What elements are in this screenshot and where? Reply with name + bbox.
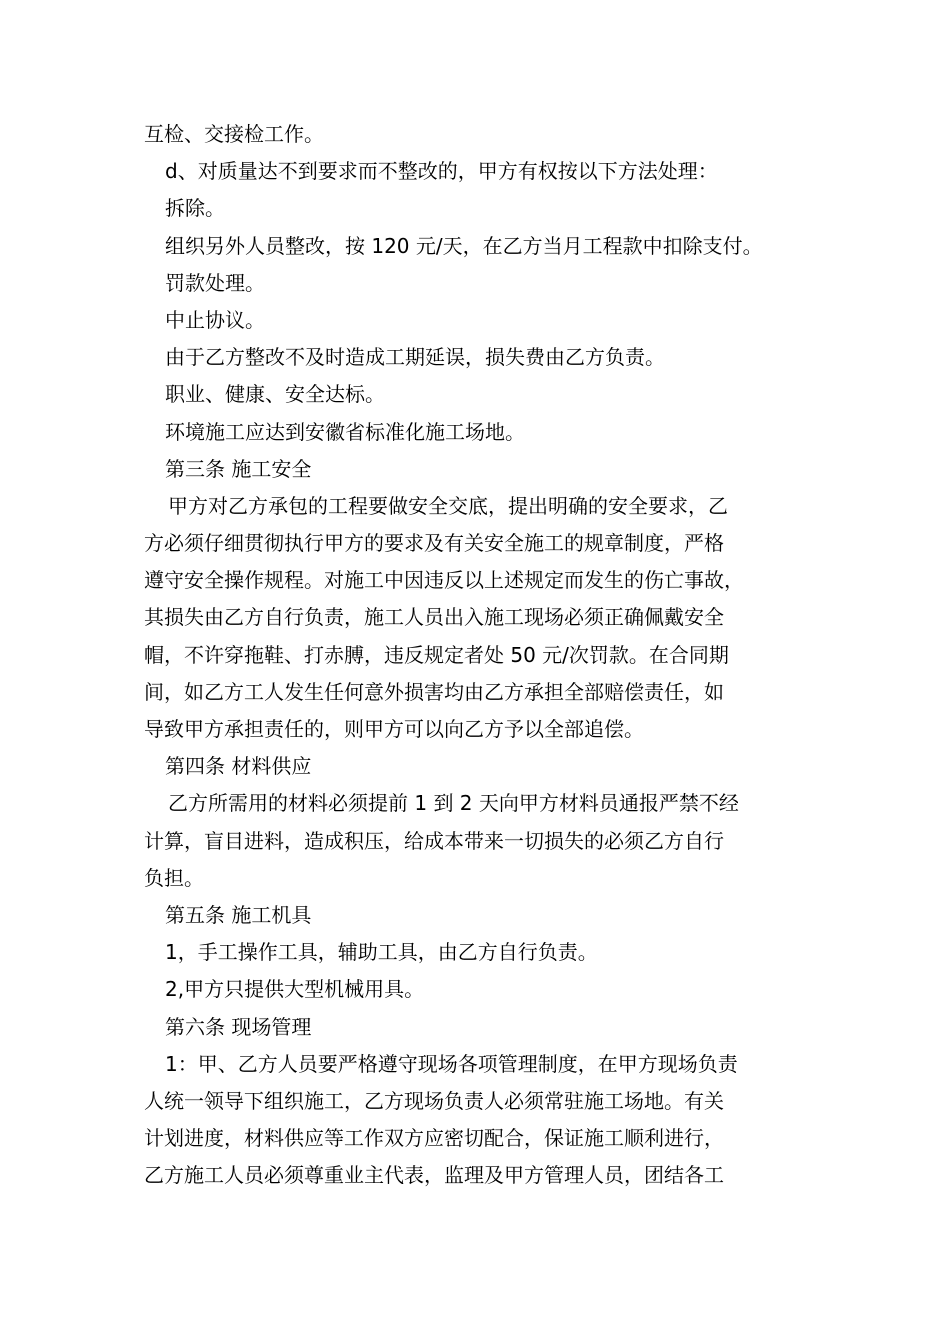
text-line: 导致甲方承担责任的，则甲方可以向乙方予以全部追偿。 bbox=[144, 717, 644, 741]
section-heading: 第六条 现场管理 bbox=[165, 1014, 312, 1039]
section-heading: 第三条 施工安全 bbox=[165, 456, 312, 481]
text-line: 1：甲、乙方人员要严格遵守现场各项管理制度，在甲方现场负责 bbox=[165, 1051, 738, 1076]
text-line: 遵守安全操作规程。对施工中因违反以上述规定而发生的伤亡事故， bbox=[144, 568, 744, 593]
text-line: 中止协议。 bbox=[165, 307, 265, 332]
text-line: 拆除。 bbox=[165, 196, 225, 221]
section-heading: 第四条 材料供应 bbox=[165, 754, 312, 779]
text-line: 2,甲方只提供大型机械用具。 bbox=[165, 977, 425, 1002]
document-body bbox=[144, 116, 824, 1194]
text-line: 间，如乙方工人发生任何意外损害均由乙方承担全部赔偿责任，如 bbox=[144, 679, 724, 704]
text-line: 计划进度，材料供应等工作双方应密切配合，保证施工顺利进行， bbox=[144, 1126, 724, 1151]
text-line: 环境施工应达到安徽省标准化施工场地。 bbox=[165, 419, 525, 444]
text-line: 甲方对乙方承包的工程要做安全交底，提出明确的安全要求，乙 bbox=[168, 493, 728, 518]
text-line: 组织另外人员整改，按 120 元/天，在乙方当月工程款中扣除支付。 bbox=[165, 233, 763, 258]
text-line: 乙方所需用的材料必须提前 1 到 2 天向甲方材料员通报严禁不经 bbox=[168, 791, 739, 816]
text-line: 其损失由乙方自行负责，施工人员出入施工现场必须正确佩戴安全 bbox=[144, 605, 724, 630]
text-line: 方必须仔细贯彻执行甲方的要求及有关安全施工的规章制度，严格 bbox=[144, 531, 724, 556]
text-line: 职业、健康、安全达标。 bbox=[165, 382, 385, 407]
text-line: 罚款处理。 bbox=[165, 270, 265, 295]
text-line: 负担。 bbox=[144, 865, 204, 890]
text-line: 1，手工操作工具，辅助工具，由乙方自行负责。 bbox=[165, 940, 598, 965]
text-line: 乙方施工人员必须尊重业主代表，监理及甲方管理人员，团结各工 bbox=[144, 1163, 724, 1188]
text-line: 人统一领导下组织施工，乙方现场负责人必须常驻施工场地。有关 bbox=[144, 1088, 724, 1113]
text-line: 互检、交接检工作。 bbox=[144, 122, 324, 146]
text-line: 帽，不许穿拖鞋、打赤膊，违反规定者处 50 元/次罚款。在合同期 bbox=[144, 642, 729, 667]
text-line: d、对质量达不到要求而不整改的，甲方有权按以下方法处理： bbox=[165, 159, 718, 184]
section-heading: 第五条 施工机具 bbox=[165, 902, 312, 927]
text-line: 计算，盲目进料，造成积压，给成本带来一切损失的必须乙方自行 bbox=[144, 828, 724, 853]
text-line: 由于乙方整改不及时造成工期延误，损失费由乙方负责。 bbox=[165, 345, 665, 370]
